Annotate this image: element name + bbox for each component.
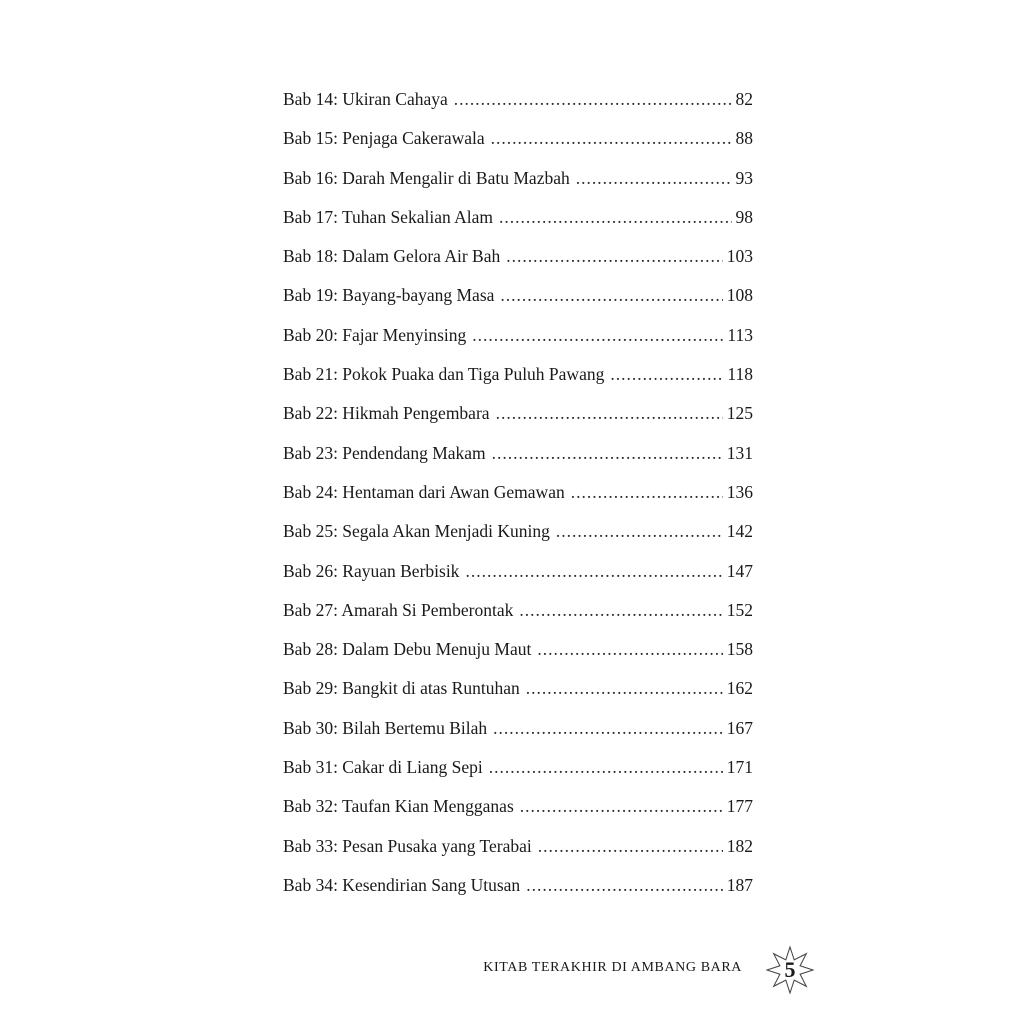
chapter-page-number: 93 bbox=[735, 167, 753, 188]
chapter-page-number: 152 bbox=[726, 599, 753, 620]
chapter-title: Bab 24: Hentaman dari Awan Gemawan bbox=[283, 481, 565, 502]
chapter-title: Bab 33: Pesan Pusaka yang Terabai bbox=[283, 835, 532, 856]
chapter-title: Bab 18: Dalam Gelora Air Bah bbox=[283, 246, 501, 267]
toc-entry bbox=[283, 634, 753, 673]
dot-leader bbox=[526, 673, 723, 703]
dot-leader bbox=[526, 870, 723, 900]
chapter-title: Bab 31: Cakar di Liang Sepi bbox=[283, 757, 483, 778]
toc-entry bbox=[283, 280, 753, 319]
toc-entry bbox=[283, 791, 753, 830]
toc-entry bbox=[283, 516, 753, 555]
toc-entry bbox=[283, 595, 753, 634]
dot-leader bbox=[499, 202, 732, 232]
toc-entry bbox=[283, 673, 753, 712]
chapter-title: Bab 32: Taufan Kian Mengganas bbox=[283, 796, 514, 817]
chapter-title: Bab 34: Kesendirian Sang Utusan bbox=[283, 874, 521, 895]
running-book-title: KITAB TERAKHIR DI AMBANG BARA bbox=[483, 960, 742, 975]
chapter-page-number: 162 bbox=[726, 678, 753, 699]
dot-leader bbox=[519, 595, 722, 625]
toc-entry bbox=[283, 202, 753, 241]
toc-entry bbox=[283, 713, 753, 752]
toc-entry bbox=[283, 870, 753, 909]
toc-entry bbox=[283, 320, 753, 359]
toc-entry bbox=[283, 359, 753, 398]
chapter-title: Bab 17: Tuhan Sekalian Alam bbox=[283, 206, 493, 227]
chapter-page-number: 108 bbox=[726, 285, 753, 306]
dot-leader bbox=[492, 438, 723, 468]
chapter-page-number: 88 bbox=[735, 128, 753, 149]
dot-leader bbox=[491, 123, 732, 153]
dot-leader bbox=[500, 280, 722, 310]
chapter-title: Bab 27: Amarah Si Pemberontak bbox=[283, 599, 514, 620]
chapter-page-number: 177 bbox=[726, 796, 753, 817]
chapter-title: Bab 23: Pendendang Makam bbox=[283, 442, 486, 463]
dot-leader bbox=[556, 516, 723, 546]
chapter-title: Bab 20: Fajar Menyinsing bbox=[283, 324, 467, 345]
dot-leader bbox=[506, 241, 723, 271]
toc-entry bbox=[283, 831, 753, 870]
chapter-page-number: 142 bbox=[726, 521, 753, 542]
chapter-title: Bab 29: Bangkit di atas Runtuhan bbox=[283, 678, 520, 699]
chapter-page-number: 158 bbox=[726, 639, 753, 660]
toc-entry bbox=[283, 556, 753, 595]
dot-leader bbox=[610, 359, 723, 389]
chapter-title: Bab 22: Hikmah Pengembara bbox=[283, 403, 490, 424]
dot-leader bbox=[496, 398, 723, 428]
chapter-title: Bab 26: Rayuan Berbisik bbox=[283, 560, 460, 581]
chapter-page-number: 113 bbox=[727, 324, 753, 345]
chapter-title: Bab 28: Dalam Debu Menuju Maut bbox=[283, 639, 532, 660]
toc-entry bbox=[283, 123, 753, 162]
toc-entry bbox=[283, 163, 753, 202]
dot-leader bbox=[537, 634, 722, 664]
chapter-title: Bab 15: Penjaga Cakerawala bbox=[283, 128, 485, 149]
dot-leader bbox=[493, 713, 723, 743]
toc-entry bbox=[283, 438, 753, 477]
dot-leader bbox=[472, 320, 723, 350]
chapter-title: Bab 19: Bayang-bayang Masa bbox=[283, 285, 495, 306]
chapter-page-number: 187 bbox=[726, 874, 753, 895]
chapter-title: Bab 25: Segala Akan Menjadi Kuning bbox=[283, 521, 550, 542]
table-of-contents bbox=[283, 84, 753, 909]
chapter-page-number: 82 bbox=[735, 89, 753, 109]
dot-leader bbox=[454, 84, 732, 114]
dot-leader bbox=[571, 477, 723, 507]
chapter-page-number: 147 bbox=[726, 560, 753, 581]
chapter-page-number: 182 bbox=[726, 835, 753, 856]
dot-leader bbox=[576, 163, 732, 193]
dot-leader bbox=[489, 752, 723, 782]
chapter-page-number: 136 bbox=[726, 481, 753, 502]
chapter-page-number: 131 bbox=[726, 442, 753, 463]
toc-entry bbox=[283, 477, 753, 516]
chapter-page-number: 118 bbox=[727, 364, 753, 385]
dot-leader bbox=[465, 556, 722, 586]
toc-entry bbox=[283, 752, 753, 791]
page-footer bbox=[440, 944, 820, 994]
chapter-page-number: 98 bbox=[735, 206, 753, 227]
chapter-title: Bab 16: Darah Mengalir di Batu Mazbah bbox=[283, 167, 570, 188]
dot-leader bbox=[520, 791, 723, 821]
page-number-badge bbox=[766, 946, 814, 994]
chapter-title: Bab 21: Pokok Puaka dan Tiga Puluh Pawang bbox=[283, 364, 605, 385]
dot-leader bbox=[538, 831, 723, 861]
toc-entry bbox=[283, 84, 753, 123]
chapter-page-number: 167 bbox=[726, 717, 753, 738]
toc-entry bbox=[283, 241, 753, 280]
chapter-page-number: 103 bbox=[726, 246, 753, 267]
chapter-title: Bab 30: Bilah Bertemu Bilah bbox=[283, 717, 488, 738]
toc-entry bbox=[283, 398, 753, 437]
page-number: 5 bbox=[784, 957, 796, 982]
chapter-page-number: 171 bbox=[726, 757, 753, 778]
chapter-page-number: 125 bbox=[726, 403, 753, 424]
chapter-title: Bab 14: Ukiran Cahaya bbox=[283, 89, 448, 109]
